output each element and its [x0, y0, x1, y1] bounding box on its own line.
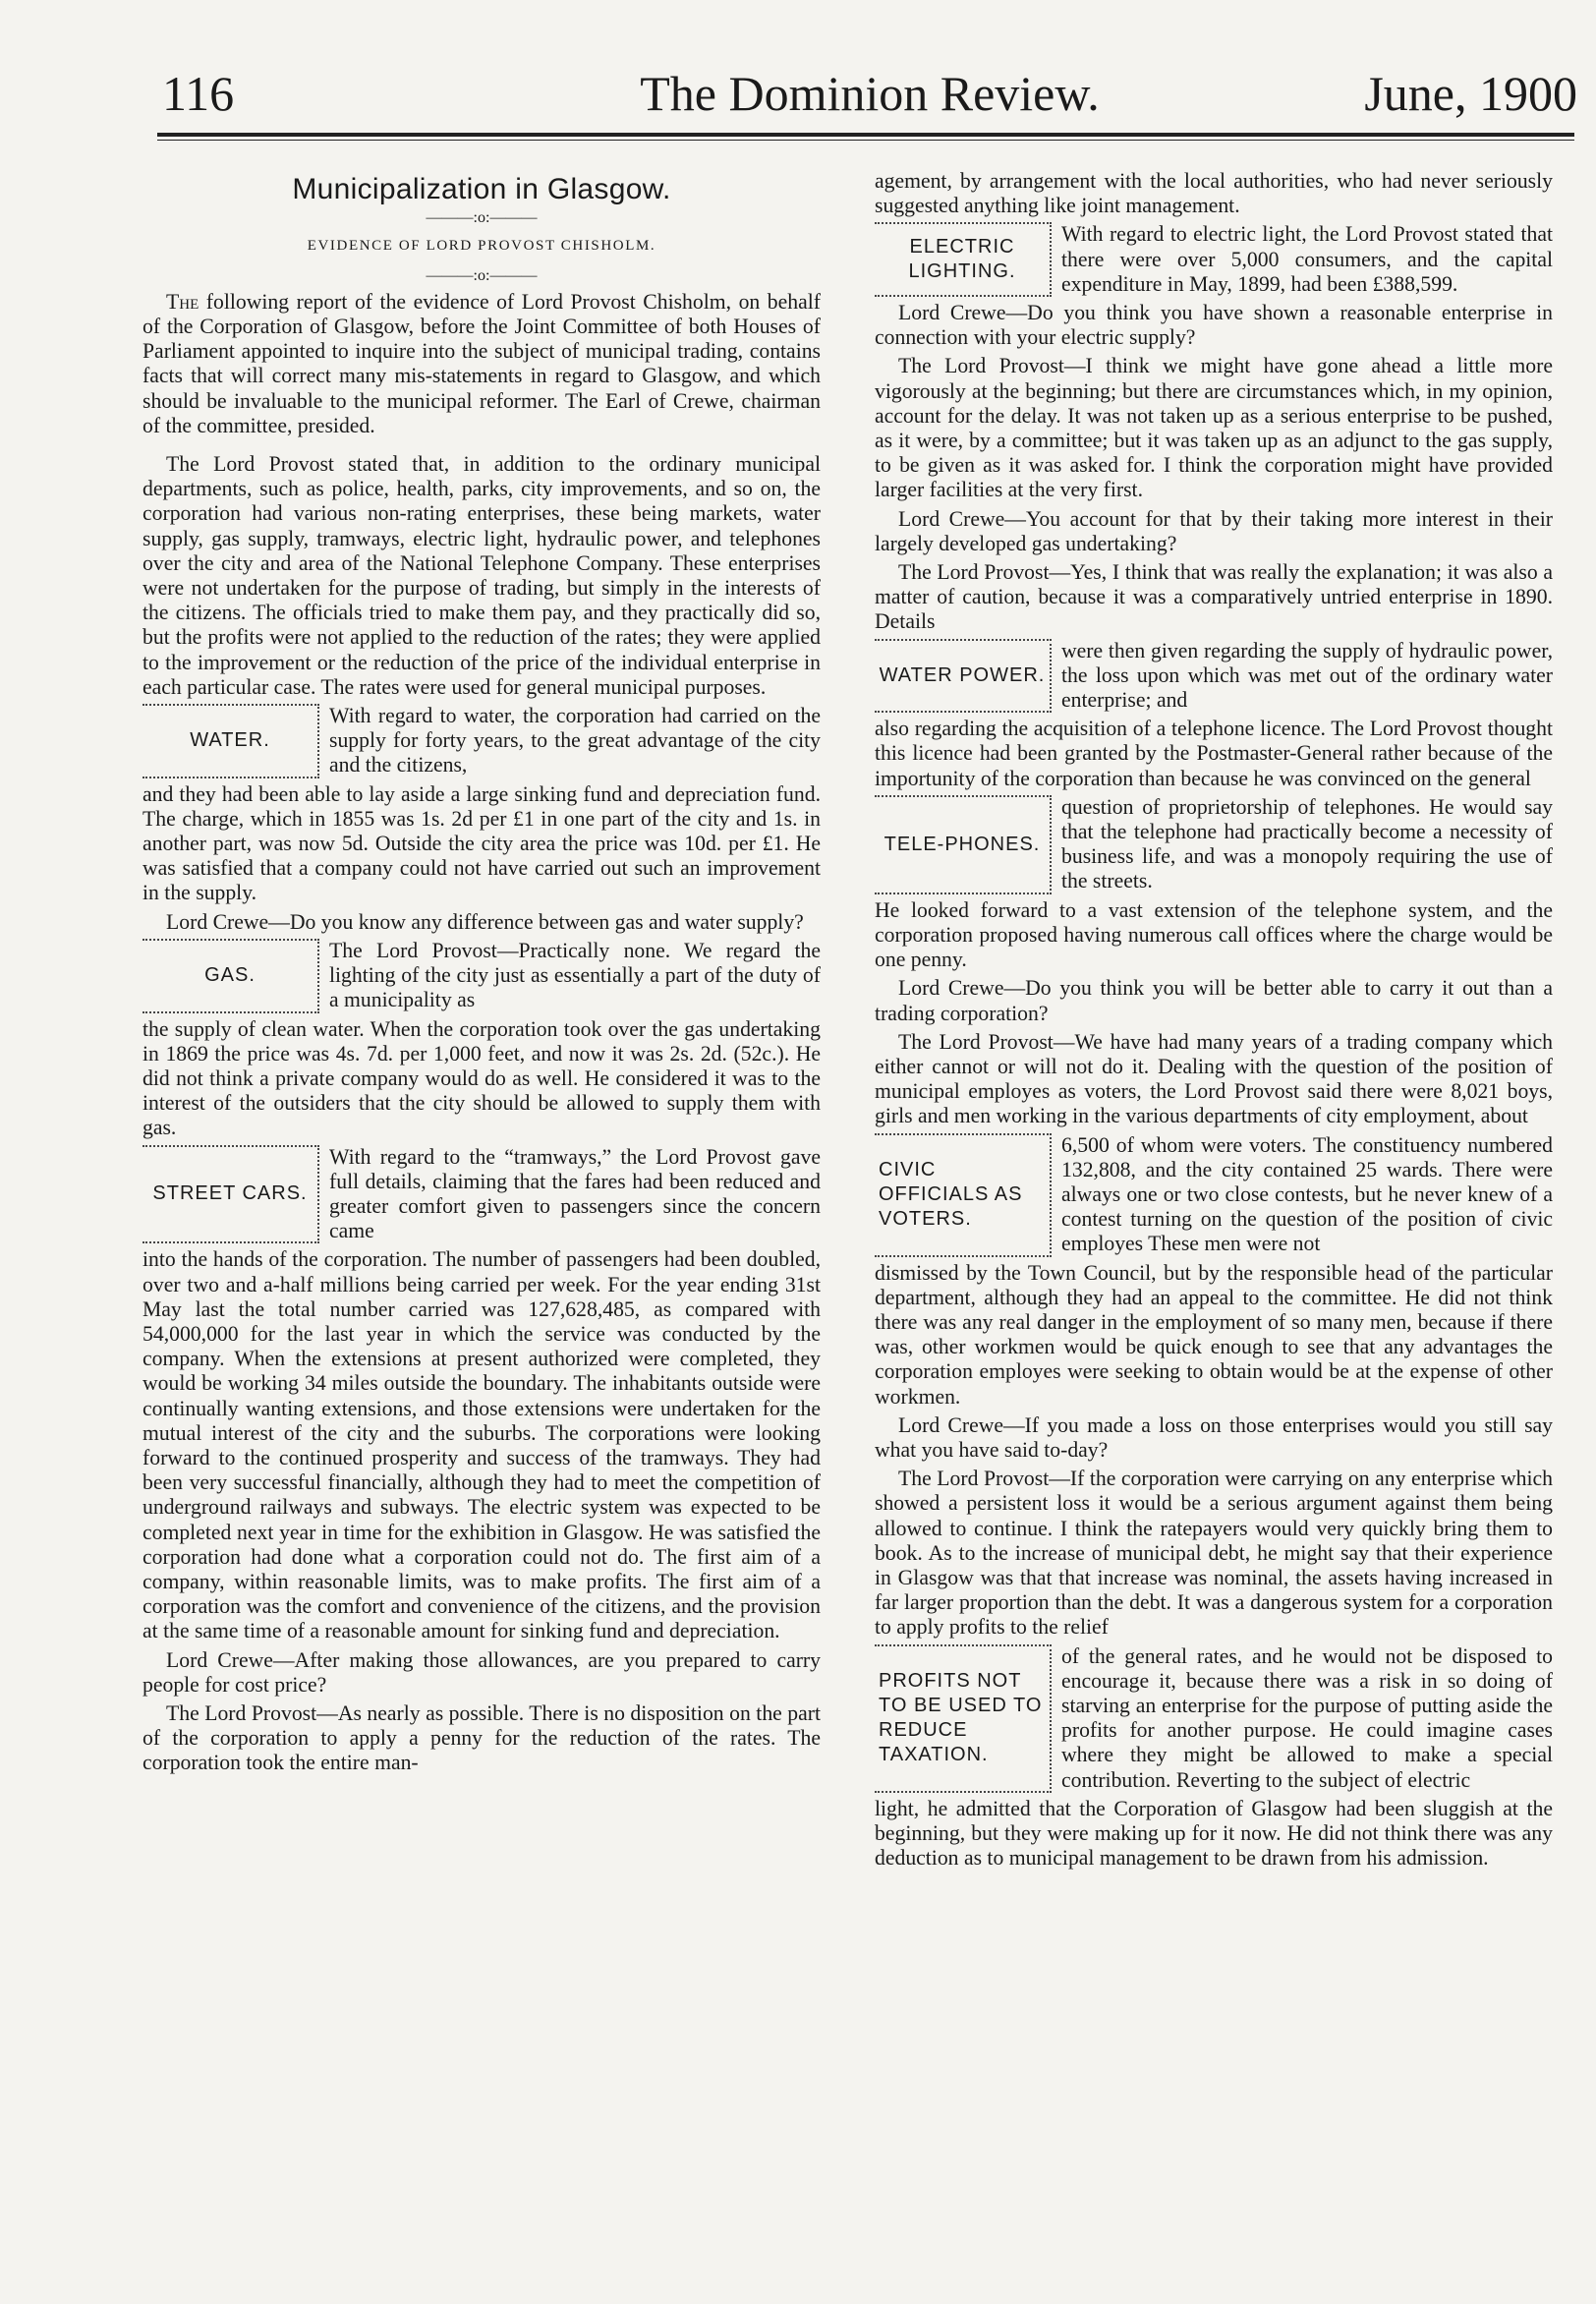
section-electric-lighting-text: With regard to electric light, the Lord Provost stated that there were over 5,000 consumers, and the capital expenditure in May, 1899, had been £388,599.: [1061, 222, 1553, 296]
section-telephones: [875, 795, 1553, 894]
article-subtitle: EVIDENCE OF LORD PROVOST CHISHOLM.: [307, 238, 656, 255]
answer-cost-price: The Lord Provost—As nearly as possible. There is no disposition on the part of the corporation to apply a penny for the reduction of the rates. The corporation took the entire man-: [142, 1700, 821, 1775]
paragraph-management-cont: agement, by arrangement with the local authorities, who had never seriously suggested anything like joint management.: [875, 169, 1553, 218]
side-heading-civic-officials: CIVIC OFFICIALS AS VOTERS.: [875, 1133, 1052, 1257]
section-profits: [875, 1644, 1553, 1793]
answer-electric: The Lord Provost—I think we might have gone ahead a little more vigorously at the beginning; but there are circumstances which, in my opinion, account for the delay. It was not taken up as a serious enterprise to be pushed, as it were, by a committee; but it was taken up as an adjunct to the gas supply, to be given as it was asked for. I think the corporation might have provided larger facilities at the very first.: [875, 354, 1553, 502]
running-header: [162, 57, 1577, 136]
side-heading-electric-lighting: ELECTRIC LIGHTING.: [875, 222, 1052, 297]
section-street-cars: [142, 1145, 821, 1244]
header-rule-thick: [157, 133, 1574, 137]
paragraph-gas-cont: the supply of clean water. When the corporation took over the gas undertaking in 1869 the price was 4s. 7d. per 1,000 feet, and now it was 2s. 2d. (52c.). He did not think a private company would do as well. He considered it was to the interest of the outsiders that the city should be allowed to supply them with gas.: [142, 1016, 821, 1140]
section-gas: [142, 939, 821, 1013]
header-rule-thin: [157, 140, 1574, 141]
section-civic-officials-text: 6,500 of whom were voters. The constituency numbered 132,808, and the city contained 25 wards. There were always one or two close contests, but he never knew of a contest turning on the question of the position of civic employes These men were not: [1061, 1132, 1553, 1256]
intro-text: following report of the evidence of Lord Provost Chisholm, on behalf of the Corporation of Glasgow, before the Joint Committee of both Houses of Parliament appointed to inquire into the subject of municipal trading, contains facts that will correct many mis-statements in regard to Glasgow, and which should be invaluable to the municipal reformer. The Earl of Crewe, chairman of the committee, presided.: [142, 289, 821, 437]
section-water: [142, 704, 821, 778]
section-water-power-text: were then given regarding the supply of hydraulic power, the loss upon which was met out of the ordinary water enterprise; and: [1061, 638, 1553, 713]
side-heading-water: WATER.: [142, 704, 319, 778]
side-heading-telephones: TELE-PHONES.: [875, 795, 1052, 894]
answer-carry: The Lord Provost—We have had many years of a trading company which either cannot or will not do it. Dealing with the question of the position of municipal employes as voters, the Lord Provost said there were 8,021 boys, girls and men working in the various departments of city employment, about: [875, 1029, 1553, 1128]
issue-date: June, 1900: [1364, 66, 1577, 121]
side-heading-profits: PROFITS NOT TO BE USED TO REDUCE TAXATION.: [875, 1644, 1052, 1793]
section-gas-text: The Lord Provost—Practically none. We regard the lighting of the city just as essentially a part of the duty of a municipality as: [329, 938, 821, 1012]
question-gas: Lord Crewe—Do you know any difference between gas and water supply?: [166, 909, 804, 934]
intro-paragraph: [142, 290, 821, 438]
question-carry: Lord Crewe—Do you think you will be better able to carry it out than a trading corporation?: [875, 976, 1553, 1025]
left-column: [142, 169, 821, 1780]
ornament-divider: ———:o:———: [426, 209, 538, 227]
section-telephones-text: question of proprietorship of telephones. He would say that the telephone had practically become a necessity of business life, and was a monopoly requiring the use of the streets.: [1061, 794, 1553, 893]
question-loss: Lord Crewe—If you made a loss on those enterprises would you still say what you have said to-day?: [875, 1412, 1553, 1462]
section-profits-text: of the general rates, and he would not be disposed to encourage it, because there was a risk in so doing of starving an enterprise for the purpose of putting aside the profits for another purpose. He could imagine cases where they might be allowed to make a special contribution. Reverting to the subject of electric: [1061, 1643, 1553, 1792]
question-electric: Lord Crewe—Do you think you have shown a reasonable enterprise in connection with your electric supply?: [875, 301, 1553, 350]
section-street-cars-text: With regard to the “tramways,” the Lord Provost gave full details, claiming that the fares had been reduced and greater comfort given to passengers since the concern came: [329, 1144, 821, 1243]
ornament-divider: ———:o:———: [426, 266, 538, 284]
side-heading-street-cars: STREET CARS.: [142, 1145, 319, 1244]
intro-first-word: The: [166, 289, 200, 314]
article-title: Municipalization in Glasgow.: [292, 173, 671, 205]
side-heading-gas: GAS.: [142, 939, 319, 1013]
paragraph-civic-cont: dismissed by the Town Council, but by the responsible head of the particular department, although they had an appeal to the committee. He did not think there was any real danger in the employment of so many men, because if there was, other workmen would be quick enough to see that any advantages the corporation employes were seeking to obtain would be at the expense of other workmen.: [875, 1260, 1553, 1409]
section-electric-lighting: [875, 222, 1553, 297]
paragraph-street-cars-cont: into the hands of the corporation. The number of passengers had been doubled, over two and a-half millions being carried per week. For the year ending 31st May last the total number carried was 127,628,485, as compared with 54,000,000 for the last year in which the service was conducted by the company. When the extensions at present authorized were completed, they would be working 34 miles outside the boundary. The inhabitants outside were continually wanting extensions, and those extensions were undertaken for the mutual interest of the city and the suburbs. The corporations were looking forward to the continued prosperity and success of the tramways. They had been very successful financially, although they had to meet the competition of underground railways and subways. The electric system was expected to be completed next year in time for the exhibition in Glasgow. He was satisfied the corporation had done what a corporation could not do. The first aim of a company, within reasonable limits, was to make profits. The first aim of a corporation was the comfort and convenience of the citizens, and the provision at the same time of a reasonable amount for sinking fund and depreciation.: [142, 1247, 821, 1643]
paragraph-profits-cont: light, he admitted that the Corporation of Glasgow had been sluggish at the beginning, but they were making up for it now. He did not think there was any deduction as to municipal management to be drawn from his admission.: [875, 1796, 1553, 1871]
paragraph-water-cont: and they had been able to lay aside a large sinking fund and depreciation fund. The charge, which in 1855 was 1s. 2d per £1 in one part of the city and 1s. in another part, was now 5d. Outside the city area the price was 10d. per £1. He was satisfied that a company could not have carried out such an improvement in the supply.: [142, 781, 821, 905]
section-water-power: [875, 639, 1553, 714]
right-column: [875, 169, 1553, 1874]
journal-title: The Dominion Review.: [640, 66, 1100, 121]
page-number: 116: [162, 66, 235, 121]
question-cost-price: Lord Crewe—After making those allowances, are you prepared to carry people for cost price?: [142, 1647, 821, 1697]
side-heading-water-power: WATER POWER.: [875, 639, 1052, 714]
section-water-text: With regard to water, the corporation had carried on the supply for forty years, to the great advantage of the city and the citizens,: [329, 704, 821, 778]
section-civic-officials: [875, 1133, 1553, 1257]
paragraph-departments: The Lord Provost stated that, in addition to the ordinary municipal departments, such as police, health, parks, city improvements, and so on, the corporation had various non-rating enterprises, these being markets, water supply, gas supply, tramways, electric light, hydraulic power, and telephones over the city and area of the National Telephone Company. These enterprises were not undertaken for the purpose of trading, but simply in the interests of the citizens. The officials tried to make them pay, and they practically did so, but the profits were not applied to the reduction of the rates; they were applied to the improvement or the reduction of the price of the individual enterprise in each particular case. The rates were used for general municipal purposes.: [142, 452, 821, 699]
answer-loss: The Lord Provost—If the corporation were carrying on any enterprise which showed a persistent loss it would be a serious argument against them being allowed to continue. I think the ratepayers would very quickly bring them to book. As to the increase of municipal debt, he might say that their experience in Glasgow was that that increase was nominal, the assets having increased in far larger proportion than the debt. It was a dangerous system for a corporation to apply profits to the relief: [875, 1467, 1553, 1640]
paragraph-water-power-cont: also regarding the acquisition of a telephone licence. The Lord Provost thought this licence had been granted by the Postmaster-General rather because of the importunity of the corporation than because he was convinced on the general: [875, 717, 1553, 790]
question-account: Lord Crewe—You account for that by their taking more interest in their largely developed gas undertaking?: [875, 506, 1553, 555]
answer-account: The Lord Provost—Yes, I think that was really the explanation; it was also a matter of caution, because it was a comparatively untried enterprise in 1890. Details: [875, 560, 1553, 634]
paragraph-telephones-cont: He looked forward to a vast extension of the telephone system, and the corporation proposed having numerous call offices where the charge would be one penny.: [875, 897, 1553, 972]
